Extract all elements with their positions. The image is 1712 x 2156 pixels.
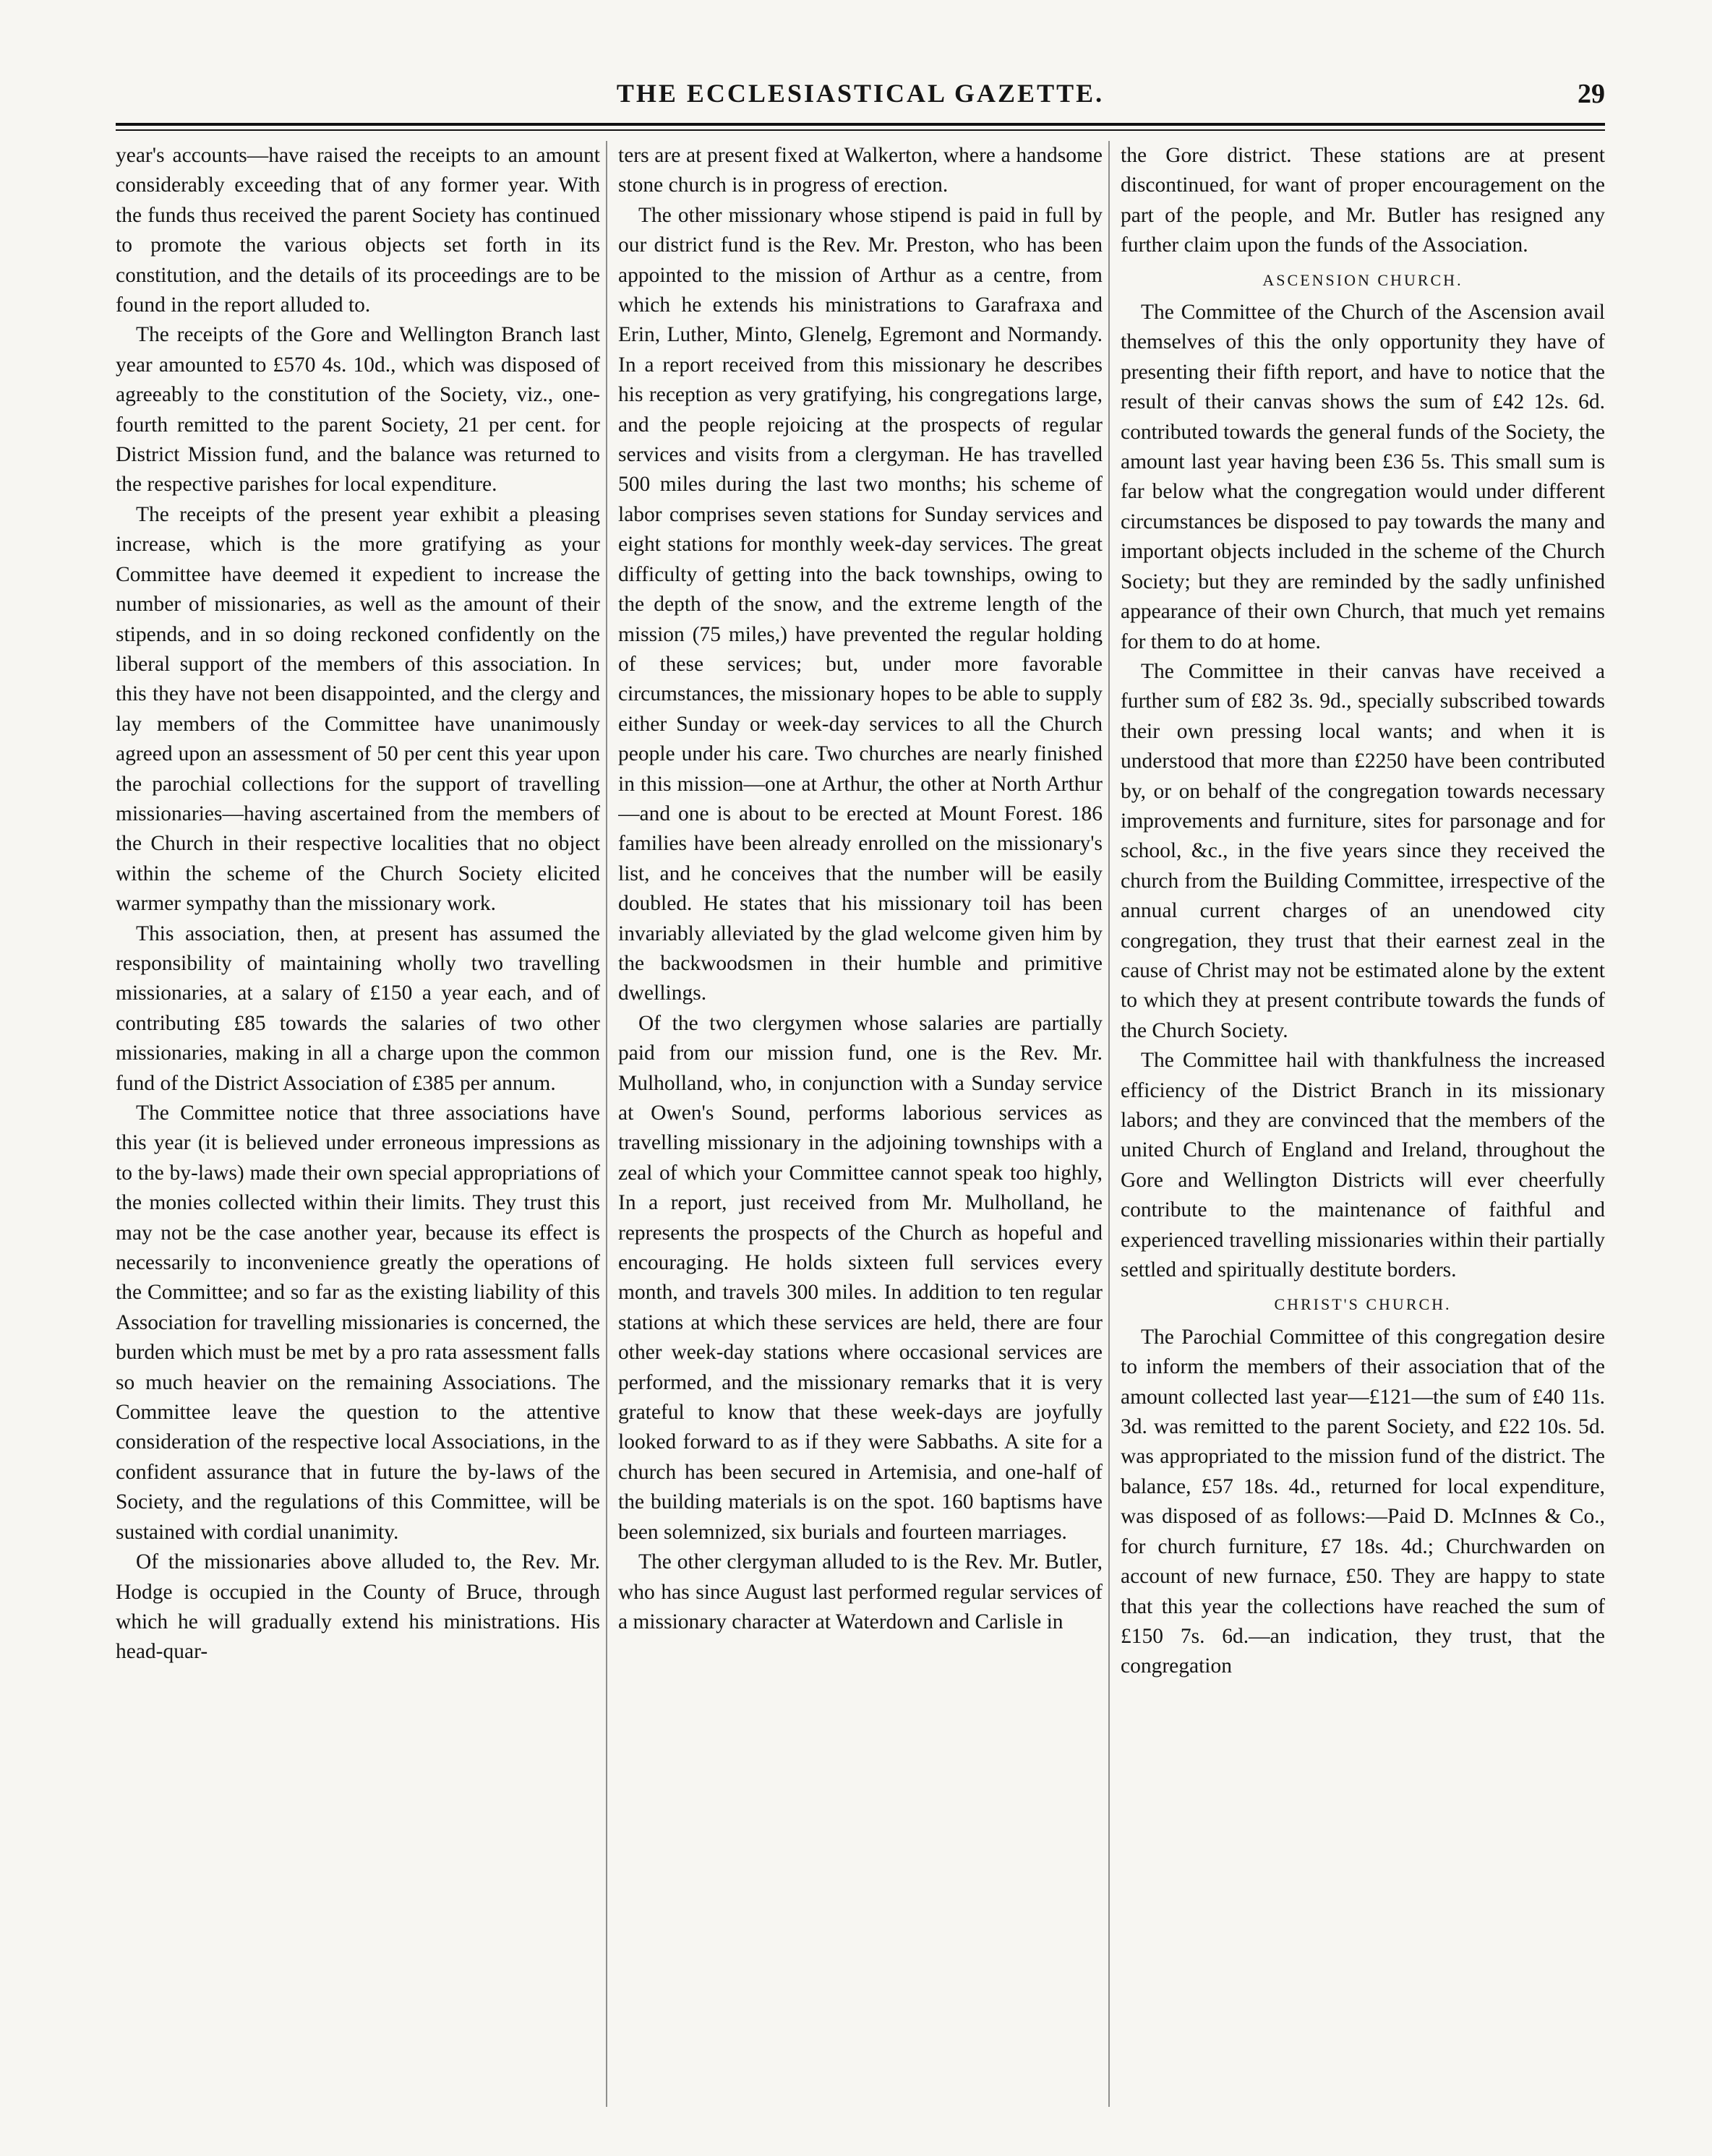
page-number: 29 — [1578, 79, 1605, 109]
paragraph: The Committee in their canvas have received a further sum of £82 3s. 9d., specially subscribed towards their own pressing local wants; and when it is understood that more than £2250 have been contributed by, or on behalf of the congregation towards necessary improvements and furniture, sites for parsonage and for school, &c., in the five years since they received the church from the Building Committee, irrespective of the annual current charges of an unendowed city congregation, they trust that their earnest zeal in the cause of Christ may not be estimated alone by the extent to which they at present contribute towards the funds of the Church Society. — [1121, 659, 1605, 1042]
paragraph: The Committee of the Church of the Ascension avail themselves of this the only opportunity they have of presenting their fifth report, and have to notice that the result of their canvas shows the sum of £42 12s. 6d. contributed towards the general funds of the Society, the amount last year having been £36 5s. This small sum is far below what the congregation would under different circumstances be disposed to pay towards the many and important objects included in the scheme of the Church Society; but they are reminded by the sadly unfinished appearance of their own Church, that much yet remains for them to do at home. — [1121, 301, 1605, 653]
header-rule-thin — [116, 129, 1605, 131]
paragraph: The Committee hail with thankfulness the increased efficiency of the District Branch in its missionary labors; and they are convinced that the members of the united Church of England and Ireland, throughout the Gore and Wellington Districts will ever cheerfully contribute to the maintenance of faithful and experienced travelling missionaries within their partially settled and spiritually destitute borders. — [1121, 1049, 1605, 1282]
column-1 — [116, 141, 600, 2136]
page-header — [116, 78, 1605, 121]
paragraph: year's accounts—have raised the receipts to an amount considerably exceeding that of any former year. With the funds thus received the parent Society has continued to promote the various objects set forth in its constitution, and the details of its proceedings are to be found in the report alluded to. — [116, 144, 600, 317]
paragraph: The other clergyman alluded to is the Rev. Mr. Butler, who has since August last performed regular services of a missionary character at Waterdown and Carlisle in — [618, 1550, 1103, 1633]
column-divider — [606, 141, 607, 2107]
paragraph: The Committee notice that three associations have this year (it is believed under erroneous impressions as to the by-laws) made their own special appropriations of the monies collected within their limits. They trust this may not be the case another year, because its effect is necessarily to inconvenience greatly the operations of the Committee; and so far as the existing liability of this Association for travelling missionaries is concerned, the burden which must be met by a pro rata assessment falls so much heavier on the remaining Associations. The Committee leave the question to the attentive consideration of the respective local Associations, in the confident assurance that in future the by-laws of the Society, and the regulations of this Committee, will be sustained with cordial unanimity. — [116, 1101, 600, 1544]
paragraph: This association, then, at present has assumed the responsibility of maintaining wholly two travelling missionaries, at a salary of £150 a year each, and of contributing £85 towards the salaries of two other missionaries, making in all a charge upon the common fund of the District Association of £385 per annum. — [116, 922, 600, 1095]
paragraph: the Gore district. These stations are at present discontinued, for want of proper encouragement on the part of the people, and Mr. Butler has resigned any further claim upon the funds of the Association. — [1121, 144, 1605, 257]
column-divider — [1108, 141, 1110, 2107]
paragraph: The receipts of the present year exhibit a pleasing increase, which is the more gratifying as your Committee have deemed it expedient to increase the number of missionaries, as well as the amount of their stipends, and in so doing reckoned confidently on the liberal support of the members of this association. In this they have not been disappointed, and the clergy and lay members of the Committee have unanimously agreed upon an assessment of 50 per cent this year upon the parochial collections for the support of travelling missionaries—having ascertained from the members of the Church in their respective localities that no object within the scheme of the Church Society elicited warmer sympathy than the missionary work. — [116, 502, 600, 916]
header-rule — [116, 123, 1605, 126]
column-3 — [1121, 141, 1605, 2136]
paragraph: The other missionary whose stipend is paid in full by our district fund is the Rev. Mr. Preston, who has been appointed to the mission of Arthur as a centre, from which he extends his ministrations to Garafraxa and Erin, Luther, Minto, Glenelg, Egremont and Normandy. In a report received from this missionary he describes his reception as very gratifying, his congregations large, and the people rejoicing at the prospects of regular services and visits from a clergyman. He has travelled 500 miles during the last two months; his scheme of labor comprises seven stations for Sunday services and eight stations for monthly week-day services. The great difficulty of getting into the back townships, owing to the depth of the snow, and the extreme length of the mission (75 miles,) have prevented the regular holding of these services; but, under more favorable circumstances, the missionary hopes to be able to supply either Sunday or week-day services to all the Church people under his care. Two churches are nearly finished in this mission—one at Arthur, the other at North Arthur—and one is about to be erected at Mount Forest. 186 families have been already enrolled on the missionary's list, and he conceives that the number will be easily doubled. He states that his missionary toil has been invariably alleviated by the glad welcome given him by the backwoodsmen in their humble and primitive dwellings. — [618, 203, 1103, 1005]
section-heading-ascension-church: ASCENSION CHURCH. — [1262, 270, 1463, 289]
publication-title: THE ECCLESIASTICAL GAZETTE. — [616, 79, 1105, 108]
column-2 — [618, 141, 1103, 2136]
paragraph: ters are at present fixed at Walkerton, where a handsome stone church is in progress of erection. — [618, 144, 1103, 197]
paragraph: The receipts of the Gore and Wellington Branch last year amounted to £570 4s. 10d., which was disposed of agreeably to the constitution of the Society, viz., one-fourth remitted to the parent Society, 21 per cent. for District Mission fund, and the balance was returned to the respective parishes for local expenditure. — [116, 323, 600, 497]
section-heading-christs-church: CHRIST'S CHURCH. — [1274, 1295, 1452, 1314]
paragraph: The Parochial Committee of this congregation desire to inform the members of their association that of the amount collected last year—£121—the sum of £40 11s. 3d. was remitted to the parent Society, and £22 10s. 5d. was appropriated to the mission fund of the district. The balance, £57 18s. 4d., returned for local expenditure, was disposed of as follows:—Paid D. McInnes & Co., for church furniture, £7 18s. 4d.; Churchwarden on account of new furnace, £50. They are happy to state that this year the collections have reached the sum of £150 7s. 6d.—an indication, they trust, that the congregation — [1121, 1325, 1605, 1678]
paragraph: Of the two clergymen whose salaries are partially paid from our mission fund, one is the Rev. Mr. Mulholland, who, in conjunction with a Sunday service at Owen's Sound, performs laborious services as travelling missionary in the adjoining townships with a zeal of which your Committee cannot speak too highly, In a report, just received from Mr. Mulholland, he represents the prospects of the Church as hopeful and encouraging. He holds sixteen full services every month, and travels 300 miles. In addition to ten regular stations at which these services are held, there are four other week-day stations where occasional services are performed, and the missionary remarks that it is very grateful to know that these week-days are joyfully looked forward to as if they were Sabbaths. A site for a church has been secured in Artemisia, and one-half of the building materials is on the spot. 160 baptisms have been solemnized, six burials and fourteen marriages. — [618, 1011, 1103, 1544]
paragraph: Of the missionaries above alluded to, the Rev. Mr. Hodge is occupied in the County of Bruce, through which he will gradually extend his ministrations. His head-quar- — [116, 1550, 600, 1664]
